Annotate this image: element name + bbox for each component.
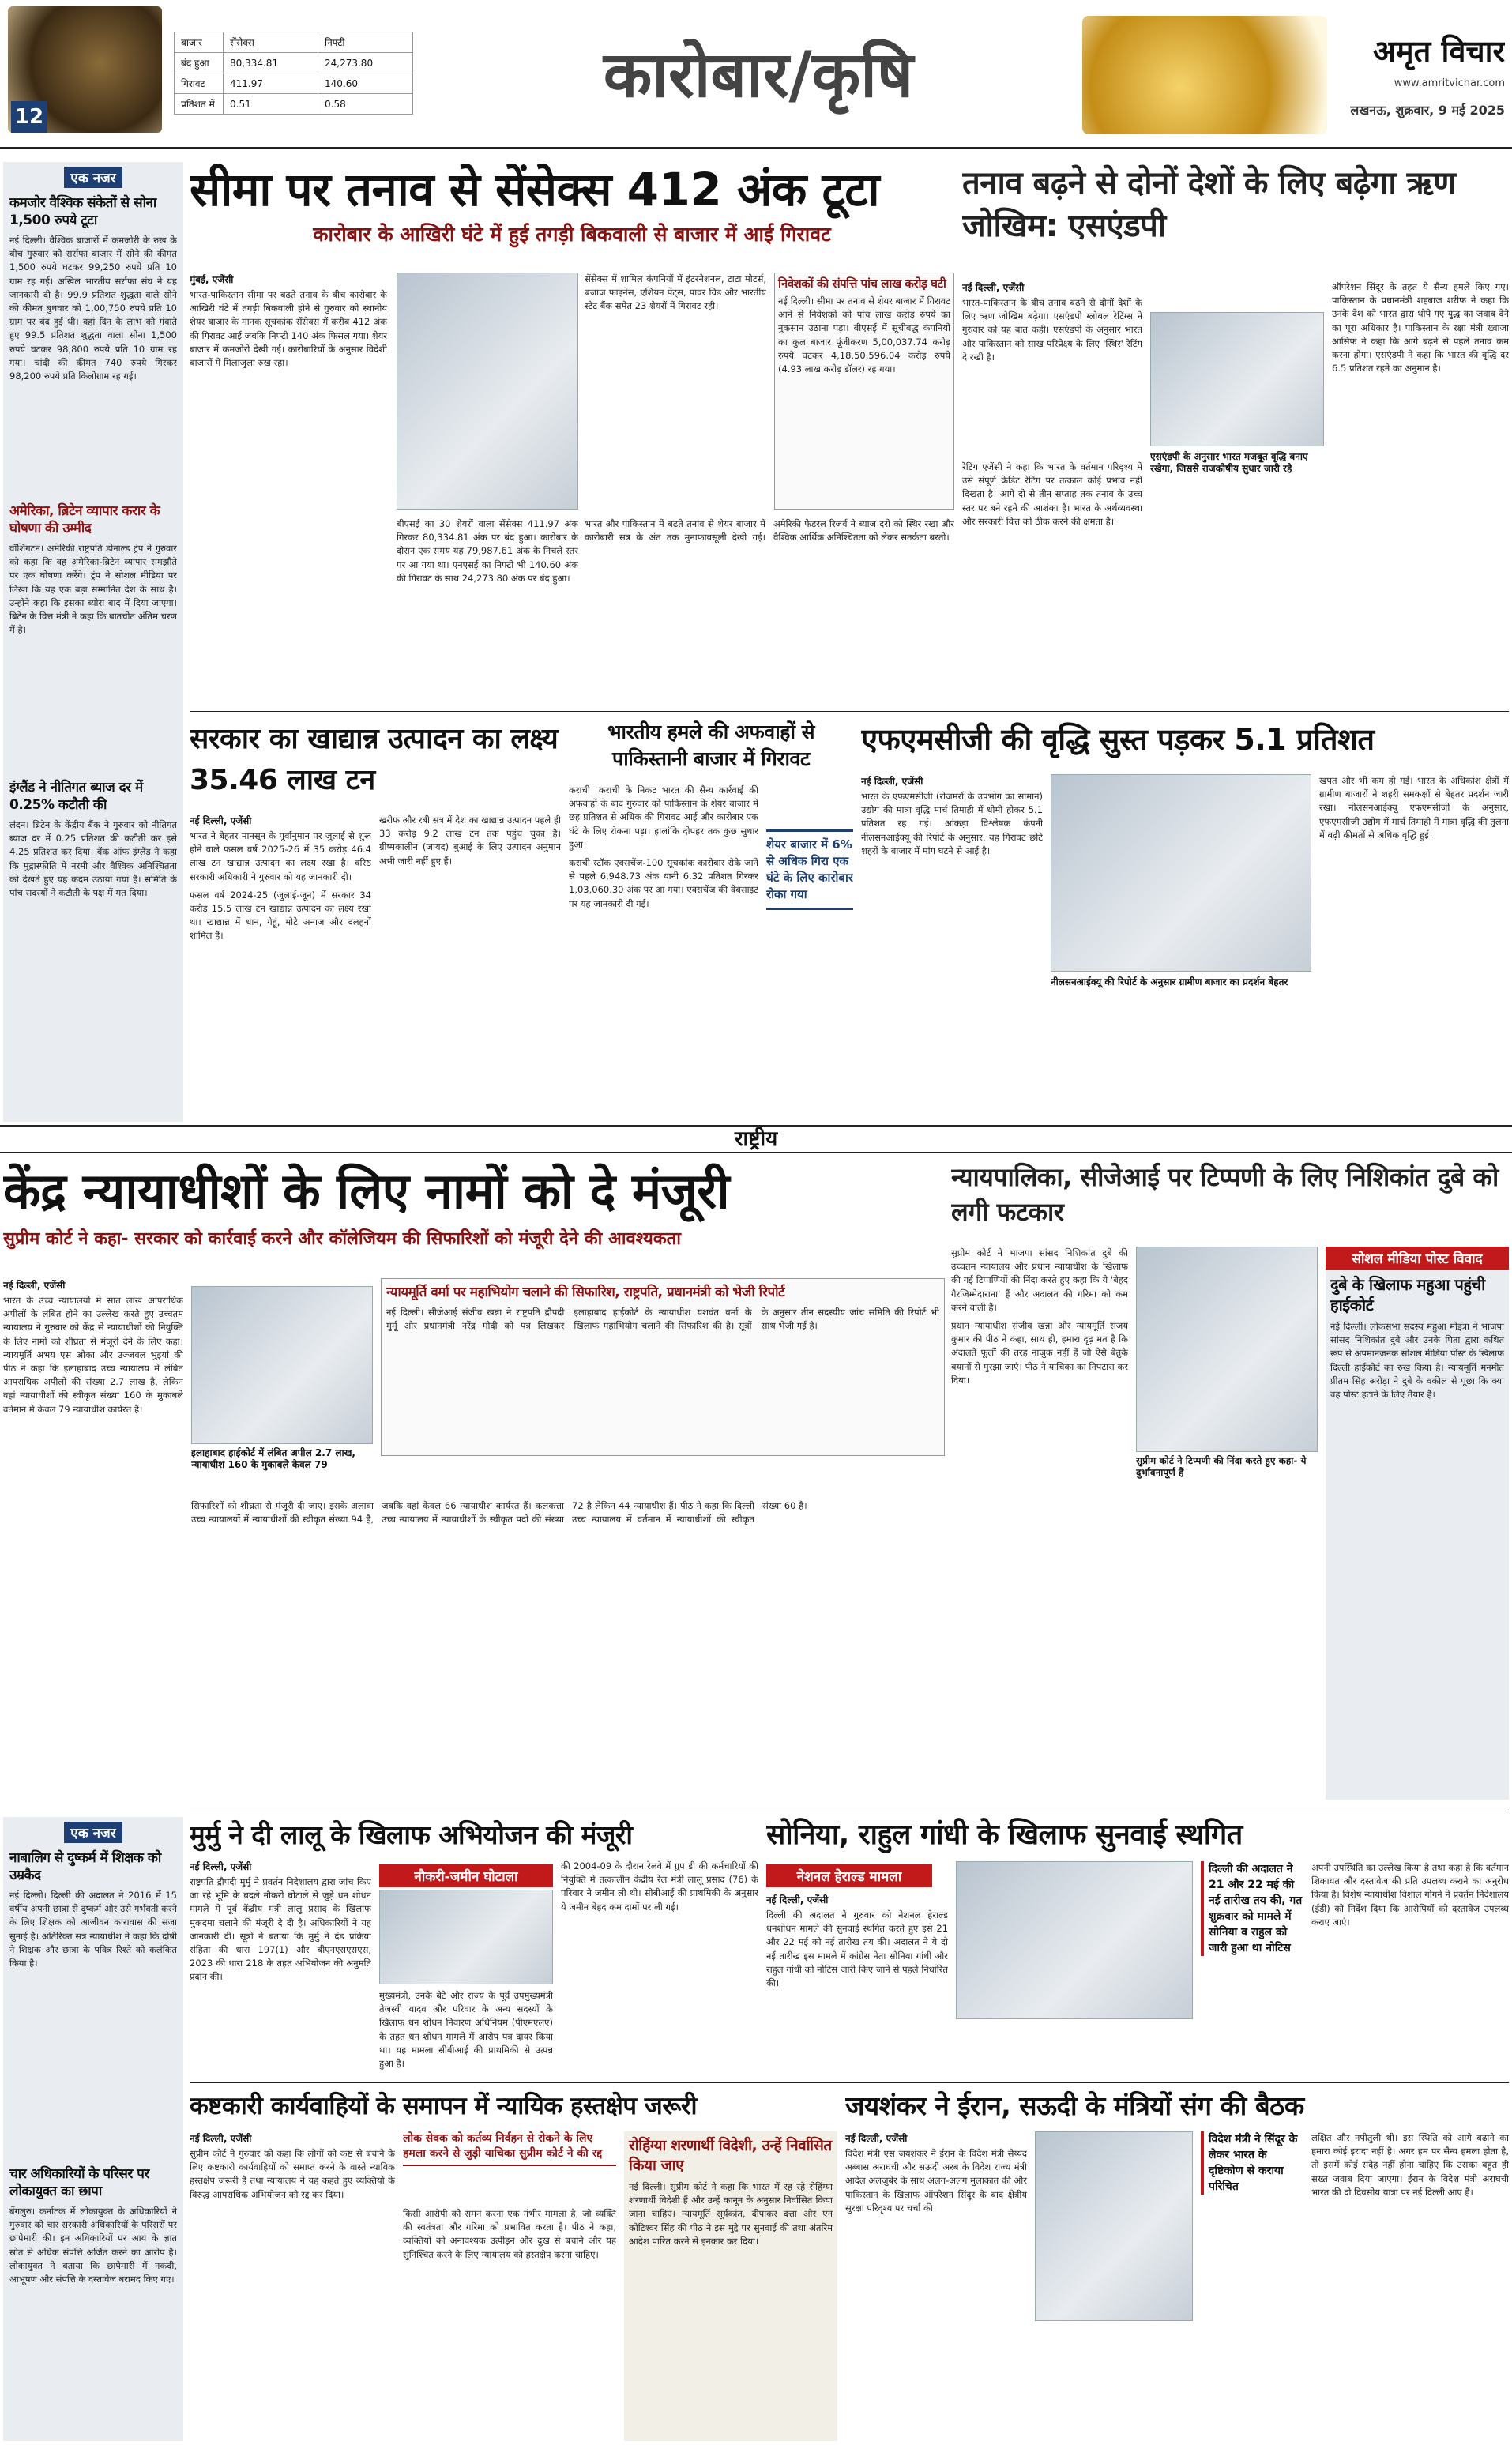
lead-headline[interactable]: सीमा पर तनाव से सेंसेक्स 412 अंक टूटा bbox=[190, 163, 879, 216]
sp-caption: एसएंडपी के अनुसार भारत मजबूत वृद्धि बनाए रखेगा, जिससे राजकोषीय सुधार जारी रहे bbox=[1150, 451, 1308, 474]
brief-headline[interactable]: इंग्लैंड ने नीतिगत ब्याज दर में 0.25% कटौती की bbox=[9, 780, 143, 813]
sp-headline[interactable]: तनाव बढ़ने से दोनों देशों के लिए बढ़ेगा ऋण जोखिम: एसएंडपी bbox=[962, 165, 1456, 244]
food-paragraph: भारत ने बेहतर मानसून के पूर्वानुमान पर जुलाई से शुरू होने वाले फसल वर्ष 2025-26 में 35 करोड़ 46.4 लाख टन खाद्यान्न उत्पादन का लक्ष्य रखा है। वरिष्ठ सरकारी अधिकारी ने गुरुवार को यह जानकारी दी। bbox=[190, 830, 371, 882]
ticker-row bbox=[175, 53, 413, 73]
masthead-rule bbox=[0, 147, 1512, 149]
lalu-headline[interactable]: मुर्मु ने दी लालू के खिलाफ अभियोजन की मंजूरी bbox=[190, 1819, 633, 1850]
food-paragraph: फसल वर्ष 2024-25 (जुलाई-जून) में सरकार 34 करोड़ 15.5 लाख टन खाद्यान्न उत्पादन का लक्ष्य रखा था। खाद्यान्न में धान, गेहूं, मोटे अनाज और दलहनों शामिल हैं। bbox=[190, 889, 371, 942]
ticker-h0: बाजार bbox=[175, 32, 224, 53]
jaishankar-dateline: नई दिल्ली, एजेंसी bbox=[845, 2133, 908, 2144]
lead-paragraph: बीएसई का 30 शेयरों वाला सेंसेक्स 411.97 अंक गिरकर 80,334.81 अंक पर बंद हुआ। कारोबार के दौरान एक समय यह 79,987.61 अंक के निचले स्तर पर आ गया था। एनएसई का निफ्टी भी 140.60 अंक की गिरावट के साथ 24,273.80 अंक पर बंद हुआ। bbox=[397, 518, 578, 584]
judges-subheadline: सुप्रीम कोर्ट ने कहा- सरकार को कार्रवाई करने और कॉलेजियम की सिफारिशों को मंजूरी देने की आवश्यकता bbox=[3, 1229, 681, 1249]
rohingya-headline[interactable]: रोहिंग्या शरणार्थी विदेशी, उन्हें निर्वासित किया जाए bbox=[629, 2137, 832, 2174]
lalu-photo bbox=[379, 1890, 553, 1984]
supermarket-photo bbox=[1051, 774, 1311, 972]
ticker-cell: 140.60 bbox=[318, 73, 413, 94]
ticker-row bbox=[175, 73, 413, 94]
investor-box-headline[interactable]: निवेशकों की संपत्ति पांच लाख करोड़ घटी bbox=[778, 276, 946, 291]
ticker-h2: निफ्टी bbox=[318, 32, 413, 53]
sc-dateline: नई दिल्ली, एजेंसी bbox=[190, 2133, 252, 2144]
food-headline[interactable]: सरकार का खाद्यान्न उत्पादन का लक्ष्य 35.46 लाख टन bbox=[190, 723, 559, 796]
ticker-head bbox=[175, 32, 413, 53]
brief-body: वॉशिंगटन। अमेरिकी राष्ट्रपति डोनाल्ड ट्रंप ने गुरुवार को कहा कि वह अमेरिका-ब्रिटेन व्यापार समझौते पर एक घोषणा करेंगे। ट्रंप ने सोशल मीडिया पर लिखा कि यह एक बड़ा सम्मानित देश के साथ है। उन्होंने कहा कि इसका ब्योरा बाद में दिया जाएगा। ब्रिटेन के वित्त मंत्री ने कहा कि बातचीत अंतिम चरण में है। bbox=[9, 543, 177, 636]
mahua-headline[interactable]: दुबे के खिलाफ महुआ पहुंची हाईकोर्ट bbox=[1330, 1275, 1485, 1315]
judges-headline[interactable]: केंद्र न्यायाधीशों के लिए नामों को दे मंजूरी bbox=[3, 1162, 730, 1220]
ticker-cell: 0.51 bbox=[224, 94, 318, 115]
fmcg-story bbox=[861, 719, 1509, 1122]
sonia-dateline: नई दिल्ली, एजेंसी bbox=[766, 1894, 829, 1905]
investor-box-body: नई दिल्ली। सीमा पर तनाव से शेयर बाजार में गिरावट आने से निवेशकों को पांच लाख करोड़ रुपये का नुकसान उठाना पड़ा। बीएसई में सूचीबद्ध कंपनियों का कुल बाजार पूंजीकरण 5,00,037.74 करोड़ रुपये घटकर 4,18,50,596.04 करोड़ रुपये (4.93 लाख करोड़ डॉलर) रह गया। bbox=[778, 295, 950, 375]
stock-market-photo bbox=[397, 273, 578, 510]
section-divider bbox=[190, 2082, 1509, 2083]
ticker-cell: 0.58 bbox=[318, 94, 413, 115]
lalu-paragraph: की 2004-09 के दौरान रेलवे में ग्रुप डी की कर्मचारियों की नियुक्ति में तत्कालीन केंद्रीय रेल मंत्री लालू प्रसाद (76) के परिवार ने जमीन ली थी। सीबीआई की प्राथमिकी के अनुसार ये जमीन बेहद कम दामों पर ली गई। bbox=[561, 1860, 758, 1913]
jaishankar-callout: विदेश मंत्री ने सिंदूर के लेकर भारत के दृष्टिकोण से कराया परिचित bbox=[1201, 2131, 1303, 2195]
ticker-cell: गिरावट bbox=[175, 73, 224, 94]
masthead bbox=[0, 0, 1512, 158]
fmcg-headline[interactable]: एफएमसीजी की वृद्धि सुस्त पड़कर 5.1 प्रतिशत bbox=[861, 722, 1375, 757]
sonia-rahul-photo bbox=[956, 1861, 1193, 2019]
fmcg-paragraph: खपत और भी कम हो गई। भारत के अधिकांश क्षेत्रों में ग्रामीण बाजारों ने शहरी समकक्षों से बेहतर प्रदर्शन जारी रखा। नीलसनआईक्यू एफएमसीजी के अनुसार, एफएमसीजी उद्योग में मार्च तिमाही में मात्रा वृद्धि की तुलना में बढ़ी कीमतों से अधिक वृद्धि हुई। bbox=[1319, 775, 1509, 841]
section-divider bbox=[190, 711, 1509, 712]
rohingya-box bbox=[624, 2131, 837, 2441]
ticker-cell: 24,273.80 bbox=[318, 53, 413, 73]
jaishankar-paragraph: विदेश मंत्री एस जयशंकर ने ईरान के विदेश मंत्री सैय्यद अब्बास अराघची और सऊदी अरब के विदेश राज्य मंत्री आदेल अलजुबेर के साथ अलग-अलग मुलाकात की और पाकिस्तान के खिलाफ ऑपरेशन सिंदूर के बाद क्षेत्रीय सुरक्षा परिदृश्य पर चर्चा की। bbox=[845, 2148, 1027, 2214]
sc-story bbox=[190, 2089, 837, 2441]
lead-story bbox=[190, 162, 954, 707]
sp-paragraph: भारत-पाकिस्तान के बीच तनाव बढ़ने से दोनों देशों के लिए ऋण जोखिम बढ़ेगा। एसएंडपी ग्लोबल रेटिंग्स ने गुरुवार को यह बात कही। एसएंडपी के अनुसार भारत और पाकिस्तान को साख परिप्रेक्ष्य के लिए 'स्थिर' रेटिंग दे रखी है। bbox=[962, 297, 1142, 363]
section-title: कारोबार/कृषि bbox=[603, 38, 914, 111]
sp-paragraph: ऑपरेशन सिंदूर के तहत ये सैन्य हमले किए गए। पाकिस्तान के प्रधानमंत्री शहबाज शरीफ ने कहा कि उनके देश को भारत द्वारा थोपे गए युद्ध का जवाब देने का पूरा अधिकार है। पाकिस्तान के रक्षा मंत्री ख्वाजा आसिफ ने कहा कि आगे बढ़ने से पहले तनाव कम करना होगा। एसएंडपी ने कहा कि भारत की वृद्धि दर 6.5 प्रतिशत रहने का अनुमान है। bbox=[1332, 281, 1509, 374]
lead-paragraph: भारत-पाकिस्तान सीमा पर बढ़ते तनाव के बीच कारोबार के आखिरी घंटे में तगड़ी बिकवाली होने से गुरुवार को स्थानीय शेयर बाजार के मानक सूचकांक सेंसेक्स में करीब 412 अंक की गिरावट आई जबकि निफ्टी 140 अंक फिसल गया। शेयर बाजार में कमजोरी देखी गई। कारोबारियों के अनुसार विदेशी बाजारों में मिलाजुला रुख रहा। bbox=[190, 289, 387, 369]
national-band bbox=[0, 1125, 1512, 1153]
brief-headline[interactable]: चार अधिकारियों के परिसर पर लोकायुक्त का छापा bbox=[9, 2166, 149, 2199]
brief-headline[interactable]: अमेरिका, ब्रिटेन व्यापार करार के घोषणा की उम्मीद bbox=[9, 503, 160, 536]
food-paragraph: खरीफ और रबी सत्र में देश का खाद्यान्न उत्पादन पहले ही 33 करोड़ 9.2 लाख टन तक पहुंच चुका है। ग्रीष्मकालीन (जायद) बुआई के लिए उत्पादन अनुमान अभी जारी नहीं हुए हैं। bbox=[379, 814, 561, 867]
sonia-story bbox=[766, 1817, 1509, 2078]
brief-body: लंदन। ब्रिटेन के केंद्रीय बैंक ने गुरुवार को नीतिगत ब्याज दर में 0.25 प्रतिशत की कटौती कर इसे 4.25 प्रतिशत कर दिया। बैंक ऑफ इंग्लैंड ने कहा कि मुद्रास्फीति में नरमी और वैश्विक अनिश्चितता को देखते हुए यह कदम उठाया गया है। समिति के पांच सदस्यों ने कटौती के पक्ष में मत दिया। bbox=[9, 819, 177, 899]
pak-callout: शेयर बाजार में 6% से अधिक गिरा एक घंटे के लिए कारोबार रोका गया bbox=[766, 829, 853, 910]
lead-subheadline: कारोबार के आखिरी घंटे में हुई तगड़ी बिकवाली से बाजार में आई गिरावट bbox=[313, 223, 831, 246]
ticker-cell: 411.97 bbox=[224, 73, 318, 94]
food-dateline: नई दिल्ली, एजेंसी bbox=[190, 815, 252, 826]
dubey-caption: सुप्रीम कोर्ट ने टिप्पणी की निंदा करते हुए कहा- ये दुर्भावनापूर्ण हैं bbox=[1136, 1455, 1307, 1478]
ticker-cell: प्रतिशत में bbox=[175, 94, 224, 115]
lalu-paragraph: मुख्यमंत्री, उनके बेटे और राज्य के पूर्व उपमुख्यमंत्री तेजस्वी यादव और परिवार के अन्य सदस्यों के खिलाफ धन शोधन निवारण अधिनियम (पीएमएलए) के तहत धन शोधन मामले में आरोप पत्र दायर किया था। यह मामला सीबीआई की प्राथमिकी से उत्पन्न हुआ है। bbox=[379, 1990, 553, 2070]
investor-box bbox=[774, 273, 954, 510]
fmcg-dateline: नई दिल्ली, एजेंसी bbox=[861, 776, 923, 787]
pak-headline[interactable]: भारतीय हमले की अफवाहों से पाकिस्तानी बाजार में गिरावट bbox=[607, 720, 815, 770]
sonia-paragraph: दिल्ली की अदालत ने गुरुवार को नेशनल हेराल्ड धनशोधन मामले की सुनवाई स्थगित करते हुए इसे 21 और 22 मई को नई तारीख तय की। अदालत ने ये दो नई तारीख इस मामले में कांग्रेस नेता सोनिया गांधी और राहुल गांधी को नोटिस जारी किए जाने से पहले निर्धारित की। bbox=[766, 1909, 948, 1989]
brand-logo: अमृत विचार bbox=[1372, 34, 1505, 69]
sonia-tag: नेशनल हेराल्ड मामला bbox=[766, 1864, 932, 1887]
mahua-sidebar bbox=[1326, 1247, 1509, 1800]
brief-body: नई दिल्ली। दिल्ली की अदालत ने 2016 में 15 वर्षीय अपनी छात्रा से दुष्कर्म और उसे गर्भवती करने के लिए शिक्षक को आजीवन कारावास की सजा सुनाई है। अतिरिक्त सत्र न्यायाधीश ने कहा कि दोषी ने शिक्षक और छात्रा के पवित्र रिश्ते को कलंकित किया है। bbox=[9, 1890, 177, 1969]
jaishankar-paragraph: लक्षित और नपीतुली थी। इस स्थिति को आगे बढ़ाने का हमारा कोई इरादा नहीं है। अगर हम पर सैन्य हमला होता है, तो इसमें कोई संदेह नहीं होना चाहिए कि उसका बहुत ही सख्त जवाब दिया जाएगा। ईरान के विदेश मंत्री अराघची भारत की दो दिवसीय यात्रा पर नई दिल्ली आए हैं। bbox=[1311, 2132, 1509, 2198]
left-brief-column bbox=[3, 162, 183, 1122]
food-story bbox=[190, 719, 561, 1122]
sp-dateline: नई दिल्ली, एजेंसी bbox=[962, 282, 1025, 293]
dubey-headline[interactable]: न्यायपालिका, सीजेआई पर टिप्पणी के लिए निशिकांत दुबे को लगी फटकार bbox=[951, 1162, 1499, 1227]
judges-caption: इलाहाबाद हाईकोर्ट में लंबित अपील 2.7 लाख, न्यायाधीश 160 के मुकाबले केवल 79 bbox=[191, 1447, 355, 1470]
national-label: राष्ट्रीय bbox=[734, 1127, 778, 1151]
mahua-tag: सोशल मीडिया पोस्ट विवाद bbox=[1326, 1247, 1509, 1270]
lalu-paragraph: राष्ट्रपति द्रौपदी मुर्मु ने प्रवर्तन निदेशालय द्वारा जांच किए जा रहे भूमि के बदले नौकरी घोटाले से जुड़े धन शोधन मामले में पूर्व केंद्रीय मंत्री लालू प्रसाद के खिलाफ मुकदमा चलाने की मंजूरी दे दी है। अधिकारियों ने यह जानकारी दी। सूत्रों ने बताया कि मुर्मु ने दंड प्रक्रिया संहिता की धारा 197(1) और बीएनएसएसएस, 2023 की धारा 218 के तहत अभियोजन की अनुमति प्रदान की। bbox=[190, 1876, 371, 1983]
sonia-callout: दिल्ली की अदालत ने 21 और 22 मई की नई तारीख तय की, गत शुक्रवार को मामले में सोनिया व राहुल को जारी हुआ था नोटिस bbox=[1201, 1861, 1303, 1956]
sonia-paragraph: अपनी उपस्थिति का उल्लेख किया है तथा कहा है कि वर्तमान शिकायत और दस्तावेज की प्रति उपलब्ध कराने का अनुरोध किया है। विशेष न्यायाधीश विशाल गोगने ने प्रवर्तन निदेशालय (ईडी) को निर्देश दिया कि आरोपियों को दस्तावेज उपलब्ध कराए जाएं। bbox=[1311, 1862, 1509, 1928]
judges-story bbox=[3, 1160, 945, 1807]
rohingya-body: नई दिल्ली। सुप्रीम कोर्ट ने कहा कि भारत में रह रहे रोहिंग्या शरणार्थी विदेशी हैं और उन्हें कानून के अनुसार निर्वासित किया जाना चाहिए। न्यायमूर्ति सूर्यकांत, दीपांकर दत्ता और एन कोटिश्वर सिंह की पीठ ने इस मुद्दे पर सुनवाई की तथा अंतरिम आदेश पारित करने से इनकार कर दिया। bbox=[629, 2181, 833, 2247]
lead-paragraph: भारत और पाकिस्तान में बढ़ते तनाव से शेयर बाजार में कारोबारी सत्र के अंत तक मुनाफावसूली देखी गई। अमेरिकी फेडरल रिजर्व ने ब्याज दरों को स्थिर रखा और वैश्विक आर्थिक अनिश्चितता को लेकर सतर्कता बरती। bbox=[585, 518, 954, 544]
page-number: 12 bbox=[11, 101, 47, 133]
ek-nazar-label: एक नजर bbox=[64, 1822, 122, 1843]
sc-paragraph: किसी आरोपी को समन करना एक गंभीर मामला है, जो व्यक्ति की स्वतंत्रता और गरिमा को प्रभावित करता है। पीठ ने कहा, व्यक्तियों को अनावश्यक उत्पीड़न और दुख से बचाने और यह सुनिश्चित करने के लिए न्यायालय को हस्तक्षेप करना चाहिए। bbox=[403, 2208, 616, 2260]
fmcg-paragraph: भारत के एफएमसीजी (रोजमर्रा के उपभोग का सामान) उद्योग की मात्रा वृद्धि मार्च तिमाही में धीमी होकर 5.1 प्रतिशत रह गई। आंकड़ा विश्लेषक कंपनी नीलसनआईक्यू की रिपोर्ट के अनुसार, यह गिरावट छोटे शहरों के बाजार में मांग घटने से आई है। bbox=[861, 791, 1043, 856]
brief-body: नई दिल्ली। वैश्विक बाजारों में कमजोरी के रुख के बीच गुरुवार को सर्राफा बाजार में सोने की कीमत 1,500 रुपये घटकर 99,250 रुपये प्रति 10 ग्राम रह गई। अखिल भारतीय सर्राफा संघ ने यह जानकारी दी है। 99.9 प्रतिशत शुद्धता वाले सोने की कीमत बुधवार को 1,00,750 रुपये प्रति 10 ग्राम पर बंद हुई थी। वहां दिन के लाभ को गंवाते हुए 99.5 प्रतिशत शुद्धता वाला सोना 1,500 रुपये घटकर 98,800 रुपये प्रति 10 ग्राम रह गया। चांदी की कीमत 740 रुपये गिरकर 98,200 रुपये प्रति किलोग्राम रह गई। bbox=[9, 235, 177, 382]
brief-body: बेंगलुरु। कर्नाटक में लोकायुक्त के अधिकारियों ने गुरुवार को चार सरकारी अधिकारियों के परिसरों पर छापेमारी की। इन अधिकारियों पर आय के ज्ञात स्रोत से अधिक संपत्ति अर्जित करने का आरोप है। लोकायुक्त ने बताया कि छापेमारी में नकदी, आभूषण और संपत्ति के दस्तावेज बरामद किए गए। bbox=[9, 2206, 177, 2285]
market-ticker bbox=[174, 32, 413, 115]
sp-story bbox=[962, 162, 1509, 707]
judges-paragraph: सिफारिशों को शीघ्रता से मंजूरी दी जाए। इसके अलावा उच्च न्यायालयों में न्यायाधीशों की स्वीकृत संख्या 94 है, जबकि वहां केवल 66 न्यायाधीश कार्यरत हैं। कलकत्ता उच्च न्यायालय में न्यायाधीशों के स्वीकृत पदों की संख्या 72 है लेकिन 44 न्यायाधीश हैं। पीठ ने कहा कि दिल्ली उच्च न्यायालय में वर्तमान में न्यायाधीशों की स्वीकृत संख्या 60 है। bbox=[191, 1500, 807, 1525]
pak-market-story bbox=[569, 719, 853, 1122]
dubey-story bbox=[951, 1160, 1509, 1807]
left-brief-column-2 bbox=[3, 1817, 183, 2441]
sp-photo bbox=[1150, 312, 1324, 446]
impeachment-box bbox=[381, 1278, 945, 1456]
dateline: लखनऊ, शुक्रवार, 9 मई 2025 bbox=[1350, 103, 1505, 118]
jaishankar-headline[interactable]: जयशंकर ने ईरान, सऊदी के मंत्रियों संग की बैठक bbox=[845, 2090, 1304, 2121]
ticker-row bbox=[175, 94, 413, 115]
ticker-cell: बंद हुआ bbox=[175, 53, 224, 73]
impeachment-body: नई दिल्ली। सीजेआई संजीव खन्ना ने राष्ट्रपति द्रौपदी मुर्मू और प्रधानमंत्री नरेंद्र मोदी को पत्र लिखकर इलाहाबाद हाईकोर्ट के न्यायाधीश यशवंत वर्मा के खिलाफ महाभियोग चलाने की सिफारिश की है। सूत्रों के अनुसार तीन सदस्यीय जांच समिति की रिपोर्ट भी साथ भेजी गई है। bbox=[386, 1307, 939, 1332]
website[interactable]: www.amritvichar.com bbox=[1394, 77, 1505, 89]
supreme-court-photo bbox=[191, 1286, 373, 1444]
pak-paragraph: कराची। कराची के निकट भारत की सैन्य कार्रवाई की अफवाहों के बाद गुरुवार को पाकिस्तान के शेयर बाजार में छह प्रतिशत से अधिक की गिरावट आई और कारोबार एक घंटे के लिए रोकना पड़ा। हालांकि दोपहर तक कुछ सुधार हुआ। bbox=[569, 784, 758, 850]
judges-paragraph: भारत के उच्च न्यायालयों में सात लाख आपराधिक अपीलों के लंबित होने का उल्लेख करते हुए उच्चतम न्यायालय ने गुरुवार को केंद्र से न्यायाधीशों की नियुक्ति के लिए नामों को शीघ्रता से मंजूरी देने के लिए कहा। न्यायमूर्ति अभय एस ओका और उज्जवल भुइयां की पीठ ने कहा कि इलाहाबाद उच्च न्यायालय में लंबित आपराधिक अपीलों की संख्या 2.7 लाख है, लेकिन वहां न्यायाधीशों की स्वीकृत संख्या 160 के मुकाबले वर्तमान में केवल 79 न्यायाधीश कार्यरत हैं। bbox=[3, 1295, 183, 1415]
brief-headline[interactable]: कमजोर वैश्विक संकेतों से सोना 1,500 रुपये टूटा bbox=[9, 195, 156, 228]
lalu-dateline: नई दिल्ली, एजेंसी bbox=[190, 1861, 252, 1872]
sp-paragraph: रेटिंग एजेंसी ने कहा कि भारत के वर्तमान परिदृश्य में उसे संपूर्ण क्रेडिट रेटिंग पर तत्काल कोई प्रभाव नहीं दिखता है। आगे दो से तीन सप्ताह तक तनाव के उच्च स्तर पर बने रहने की आशंका है। भारत के अर्थव्यवस्था और सरकारी वित्त को ठीक करने की क्षमता है। bbox=[962, 461, 1142, 527]
sc-headline[interactable]: कष्टकारी कार्यवाहियों के समापन में न्यायिक हस्तक्षेप जरूरी bbox=[190, 2092, 698, 2120]
lead-dateline: मुंबई, एजेंसी bbox=[190, 274, 234, 285]
sc-box: लोक सेवक को कर्तव्य निर्वहन से रोकने के लिए हमला करने से जुड़ी याचिका सुप्रीम कोर्ट ने की रद्द bbox=[403, 2131, 616, 2166]
ticker-h1: सेंसेक्स bbox=[224, 32, 318, 53]
mahua-body: नई दिल्ली। लोकसभा सदस्य महुआ मोइत्रा ने भाजपा सांसद निशिकांत दुबे और उनके पिता द्वारा कथित रूप से अपमानजनक सोशल मीडिया पोस्ट के खिलाफ दिल्ली हाईकोर्ट का रुख किया है। न्यायमूर्ति मनमीत प्रीतम सिंह अरोड़ा ने दुबे के वकील से पूछा कि क्या वह पोस्ट हटाने के लिए तैयार हैं। bbox=[1330, 1321, 1504, 1401]
lead-paragraph: सेंसेक्स में शामिल कंपनियों में इंटरनेशनल, टाटा मोटर्स, बजाज फाइनेंस, एशियन पेंट्स, पावर ग्रिड और भारतीय स्टेट बैंक समेत 23 शेयरों में गिरावट रही। bbox=[585, 273, 766, 312]
impeachment-headline[interactable]: न्यायमूर्ति वर्मा पर महाभियोग चलाने की सिफारिश, राष्ट्रपति, प्रधानमंत्री को भेजी रिपोर्ट bbox=[386, 1285, 785, 1300]
judges-dateline: नई दिल्ली, एजेंसी bbox=[3, 1280, 66, 1291]
lalu-tag: नौकरी-जमीन घोटाला bbox=[379, 1864, 553, 1887]
fmcg-caption: नीलसनआईक्यू की रिपोर्ट के अनुसार ग्रामीण बाजार का प्रदर्शन बेहतर bbox=[1051, 976, 1288, 987]
dubey-paragraph: प्रधान न्यायाधीश संजीव खन्ना और न्यायमूर्ति संजय कुमार की पीठ ने कहा, साथ ही, हमारा दृढ़ मत है कि अदालतें फूलों की तरह नाजुक नहीं हैं जो ऐसे बेतुके बयानों से मुरझा जाएं। पीठ ने याचिका का निपटारा कर दिया। bbox=[951, 1320, 1128, 1386]
dubey-paragraph: सुप्रीम कोर्ट ने भाजपा सांसद निशिकांत दुबे की उच्चतम न्यायालय और प्रधान न्यायाधीश के खिलाफ की गई टिप्पणियों की निंदा करते हुए कहा कि ये 'बेहद गैरजिम्मेदाराना' हैं और अदालत की गरिमा को कम करने वाली हैं। bbox=[951, 1247, 1128, 1313]
sc-paragraph: सुप्रीम कोर्ट ने गुरुवार को कहा कि लोगों को कष्ट से बचाने के लिए कष्टकारी कार्यवाहियों को समाप्त करने के वास्ते न्यायिक हस्तक्षेप जरूरी है तथा न्यायालय ने यह कहते हुए व्यक्तियों के विरुद्ध आपराधिक अभियोजन को रद्द कर दिया। bbox=[190, 2148, 395, 2200]
dubey-photo bbox=[1136, 1247, 1318, 1452]
brief-headline[interactable]: नाबालिग से दुष्कर्म में शिक्षक को उम्रकैद bbox=[9, 1850, 161, 1883]
ticker-cell: 80,334.81 bbox=[224, 53, 318, 73]
jaishankar-photo bbox=[1035, 2131, 1193, 2321]
pak-paragraph: कराची स्टॉक एक्सचेंज-100 सूचकांक कारोबार रोके जाने से पहले 6,948.73 अंक यानी 6.32 प्रतिशत गिरकर 1,03,060.30 अंक पर आ गया। एक्सचेंज की वेबसाइट पर यह जानकारी दी गई। bbox=[569, 857, 758, 909]
jaishankar-story bbox=[845, 2089, 1509, 2441]
sonia-headline[interactable]: सोनिया, राहुल गांधी के खिलाफ सुनवाई स्थगित bbox=[766, 1819, 1243, 1851]
ek-nazar-label: एक नजर bbox=[64, 167, 122, 188]
lalu-story bbox=[190, 1817, 758, 2078]
